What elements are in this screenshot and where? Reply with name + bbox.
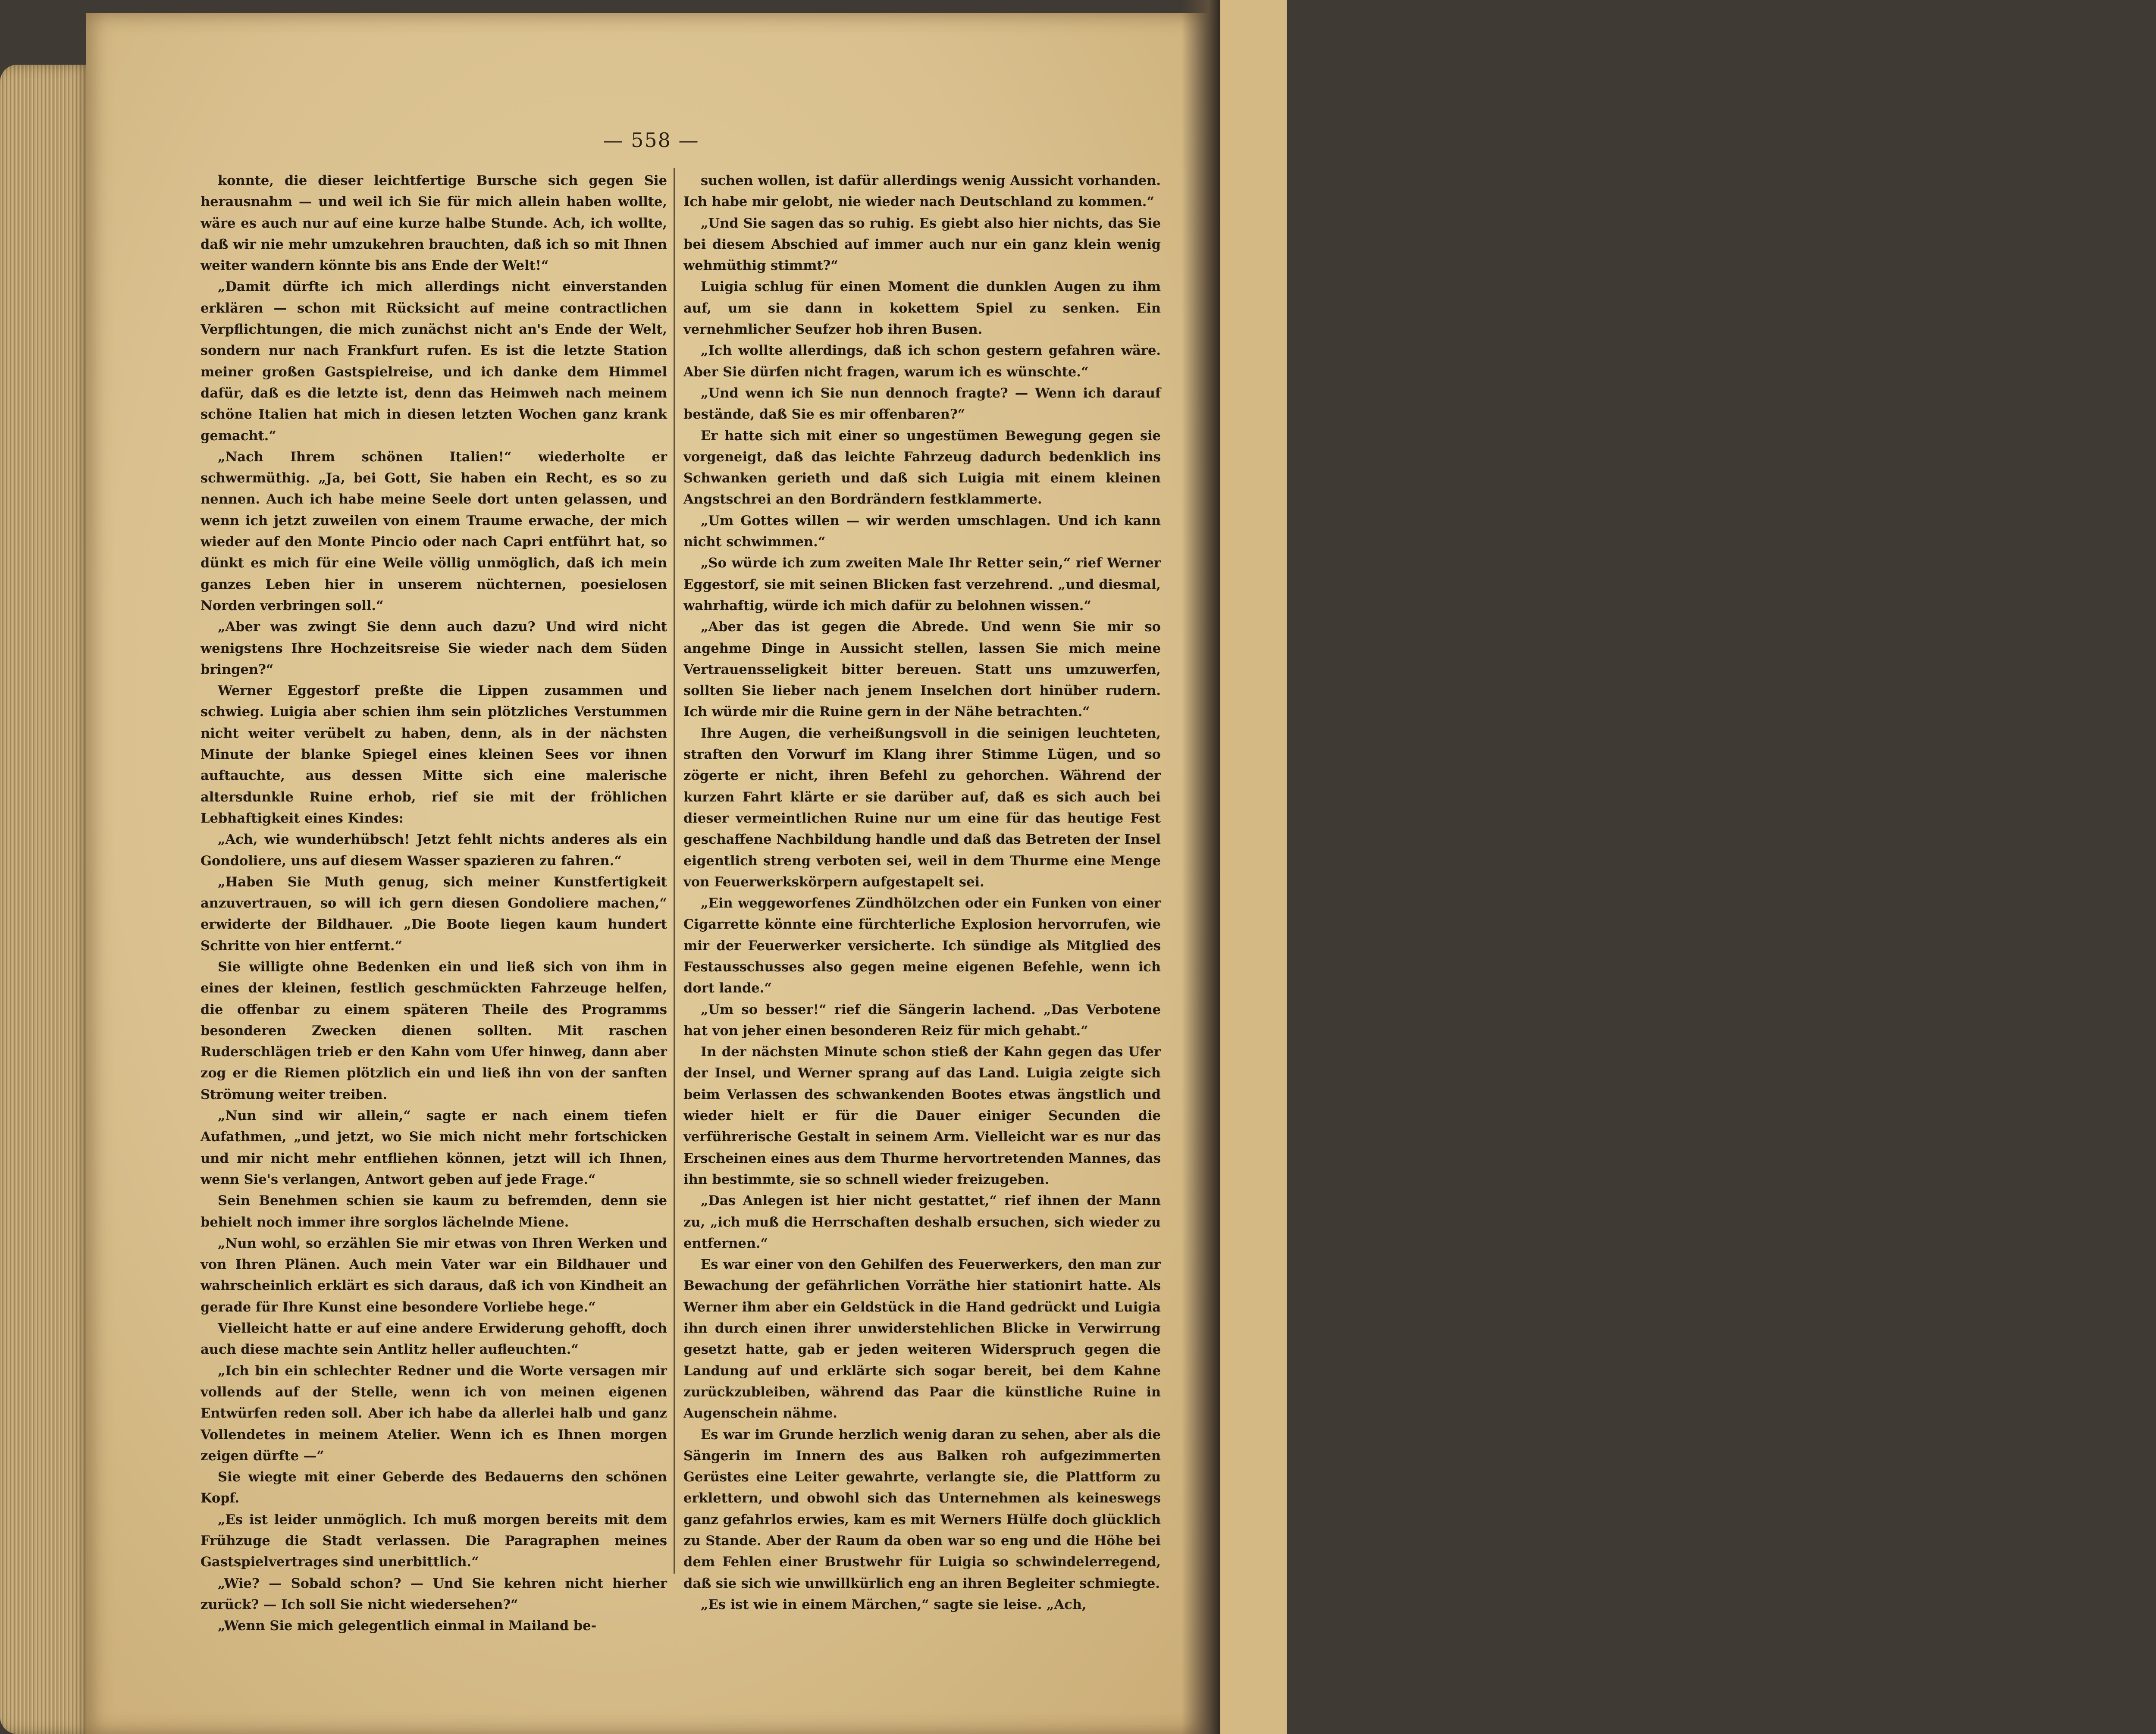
paragraph: Werner Eggestorf preßte die Lippen zusammen und schwieg. Luigia aber schien ihm sein plötzliches Verstummen nicht weiter verübelt zu haben, denn, als in der nächsten Minute der blanke Spiegel eines kleinen Sees vor ihnen auftauchte, aus dessen Mitte sich eine malerische altersdunkle Ruine erhob, rief sie mit der fröhlichen Lebhaftigkeit eines Kindes:	[201, 683, 667, 826]
paragraph: „Es ist leider unmöglich. Ich muß morgen bereits mit dem Frühzuge die Stadt verlassen. Die Paragraphen meines Gastspielvertrages sind unerbittlich.“	[201, 1512, 667, 1570]
page-number: — 558 —	[603, 128, 699, 152]
paragraph: suchen wollen, ist dafür allerdings wenig Aussicht vorhanden. Ich habe mir gelobt, nie wieder nach Deutschland zu kommen.“	[683, 173, 1161, 210]
paragraph: Vielleicht hatte er auf eine andere Erwiderung gehofft, doch auch diese machte sein Antlitz heller aufleuchten.“	[201, 1321, 667, 1358]
column-divider	[674, 168, 675, 1574]
paragraph: „Und wenn ich Sie nun dennoch fragte? — Wenn ich darauf bestände, daß Sie es mir offenbaren?“	[683, 385, 1161, 423]
paragraph: „Haben Sie Muth genug, sich meiner Kunstfertigkeit anzuvertrauen, so will ich gern diesen Gondoliere machen,“ erwiderte der Bildhauer. „Die Boote liegen kaum hundert Schritte von hier entfernt.“	[201, 874, 667, 954]
adjacent-page-edge	[1220, 0, 1287, 1734]
right-text-column	[683, 170, 1161, 1612]
paragraph: Luigia schlug für einen Moment die dunklen Augen zu ihm auf, um sie dann in kokettem Spiel zu senken. Ein vernehmlicher Seufzer hob ihren Busen.	[683, 279, 1161, 338]
paragraph: Es war im Grunde herzlich wenig daran zu sehen, aber als die Sängerin im Innern des aus Balken roh aufgezimmerten Gerüstes eine Leiter gewahrte, verlangte sie, die Plattform zu erklettern, und obwohl sich das Unternehmen als keineswegs ganz gefahrlos erwies, kam es mit Werners Hülfe doch glücklich zu Stande. Aber der Raum da oben war so eng und die Höhe bei dem Fehlen einer Brustwehr für Luigia so schwindelerregend, daß sie sich wie unwillkürlich eng an ihren Begleiter schmiegte.	[683, 1427, 1161, 1591]
paragraph: „Es ist wie in einem Märchen,“ sagte sie leise. „Ach,	[701, 1596, 1087, 1612]
paragraph: „Ach, wie wunderhübsch! Jetzt fehlt nichts anderes als ein Gondoliere, uns auf diesem Wasser spazieren zu fahren.“	[201, 832, 667, 869]
paragraph: „Aber was zwingt Sie denn auch dazu? Und wird nicht wenigstens Ihre Hochzeitsreise Sie wieder nach dem Süden bringen?“	[201, 619, 667, 677]
paragraph: „Nach Ihrem schönen Italien!“ wiederholte er schwermüthig. „Ja, bei Gott, Sie haben ein Recht, es so zu nennen. Auch ich habe meine Seele dort unten gelassen, und wenn ich jetzt zuweilen von einem Traume erwache, der mich wieder auf den Monte Pincio oder nach Capri entführt hat, so dünkt es mich für eine Weile völlig unmöglich, daß ich mein ganzes Leben hier in unserem nüchternen, poesielosen Norden verbringen soll.“	[201, 449, 667, 613]
paragraph: „Nun wohl, so erzählen Sie mir etwas von Ihren Werken und von Ihren Plänen. Auch mein Vater war ein Bildhauer und wahrscheinlich erklärt es sich daraus, daß ich von Kindheit an gerade für Ihre Kunst eine besondere Vorliebe hege.“	[201, 1235, 667, 1315]
paragraph: Ihre Augen, die verheißungsvoll in die seinigen leuchteten, straften den Vorwurf im Klang ihrer Stimme Lügen, und so zögerte er nicht, ihren Befehl zu gehorchen. Während der kurzen Fahrt klärte er sie darüber auf, daß es sich auch bei dieser vermeintlichen Ruine nur um eine für das heutige Fest geschaffene Nachbildung handle und daß das Betreten der Insel eigentlich streng verboten sei, weil in dem Thurme eine Menge von Feuerwerkskörpern aufgestapelt sei.	[683, 725, 1161, 890]
paragraph: „So würde ich zum zweiten Male Ihr Retter sein,“ rief Werner Eggestorf, sie mit seinen Blicken fast verzehrend. „und diesmal, wahrhaftig, würde ich mich dafür zu belohnen wissen.“	[683, 555, 1161, 613]
paragraph: „Damit dürfte ich mich allerdings nicht einverstanden erklären — schon mit Rücksicht auf meine contractlichen Verpflichtungen, die mich zunächst nicht an's Ende der Welt, sondern nur nach Frankfurt rufen. Es ist die letzte Station meiner großen Gastspielreise, und ich danke dem Himmel dafür, daß es die letzte ist, denn das Heimweh nach meinem schöne Italien hat mich in diesen letzten Wochen ganz krank gemacht.“	[201, 279, 667, 444]
paragraph: „Um so besser!“ rief die Sängerin lachend. „Das Verbotene hat von jeher einen besonderen Reiz für mich gehabt.“	[683, 1002, 1161, 1039]
left-text-column	[201, 170, 667, 1634]
paragraph: „Das Anlegen ist hier nicht gestattet,“ rief ihnen der Mann zu, „ich muß die Herrschaften deshalb ersuchen, sich wieder zu entfernen.“	[683, 1193, 1161, 1251]
paragraph: „Und Sie sagen das so ruhig. Es giebt also hier nichts, das Sie bei diesem Abschied auf immer auch nur ein ganz klein wenig wehmüthig stimmt?“	[683, 215, 1161, 274]
paragraph: Sie wiegte mit einer Geberde des Bedauerns den schönen Kopf.	[201, 1469, 667, 1506]
paragraph: Sie willigte ohne Bedenken ein und ließ sich von ihm in eines der kleinen, festlich geschmückten Fahrzeuge helfen, die offenbar zu einem späteren Theile des Programms besonderen Zwecken dienen sollten. Mit raschen Ruderschlägen trieb er den Kahn vom Ufer hinweg, dann aber zog er die Riemen plötzlich ein und ließ ihn von der sanften Strömung weiter treiben.	[201, 959, 667, 1102]
paragraph: Er hatte sich mit einer so ungestümen Bewegung gegen sie vorgeneigt, daß das leichte Fahrzeug dadurch bedenklich ins Schwanken gerieth und daß sich Luigia mit einem kleinen Angstschrei an den Bordrändern festklammerte.	[683, 428, 1161, 507]
paragraph: „Wenn Sie mich gelegentlich einmal in Mailand be-	[218, 1618, 597, 1634]
paragraph: konnte, die dieser leichtfertige Bursche sich gegen Sie herausnahm — und weil ich Sie für mich allein haben wollte, wäre es auch nur auf eine kurze halbe Stunde. Ach, ich wollte, daß wir nie mehr umzukehren brauchten, daß ich so mit Ihnen weiter wandern könnte bis ans Ende der Welt!“	[201, 173, 667, 274]
paragraph: „Ein weggeworfenes Zündhölzchen oder ein Funken von einer Cigarrette könnte eine fürchterliche Explosion hervorrufen, wie mir der Feuerwerker versicherte. Ich sündige als Mitglied des Festausschusses also gegen meine eigenen Befehle, wenn ich dort lande.“	[683, 895, 1161, 996]
paragraph: „Wie? — Sobald schon? — Und Sie kehren nicht hierher zurück? — Ich soll Sie nicht wiedersehen?“	[201, 1575, 667, 1612]
paragraph: „Ich wollte allerdings, daß ich schon gestern gefahren wäre. Aber Sie dürfen nicht fragen, warum ich es wünschte.“	[683, 343, 1161, 380]
paragraph: „Aber das ist gegen die Abrede. Und wenn Sie mir so angehme Dinge in Aussicht stellen, lassen Sie mich meine Vertrauensseligkeit bitter bereuen. Statt uns umzuwerfen, sollten Sie lieber nach jenem Inselchen dort hinüber rudern. Ich würde mir die Ruine gern in der Nähe betrachten.“	[683, 619, 1161, 720]
book-page-edges	[0, 65, 91, 1734]
paragraph: „Um Gottes willen — wir werden umschlagen. Und ich kann nicht schwimmen.“	[683, 513, 1161, 550]
paragraph: In der nächsten Minute schon stieß der Kahn gegen das Ufer der Insel, und Werner sprang auf das Land. Luigia zeigte sich beim Verlassen des schwankenden Bootes etwas ängstlich und wieder hielt er für die Dauer einiger Secunden die verführerische Gestalt in seinem Arm. Vielleicht war es nur das Erscheinen eines aus dem Thurme hervortretenden Mannes, das ihn bestimmte, sie so schnell wieder freizugeben.	[683, 1044, 1161, 1187]
paragraph: Sein Benehmen schien sie kaum zu befremden, denn sie behielt noch immer ihre sorglos lächelnde Miene.	[201, 1193, 667, 1230]
paragraph: Es war einer von den Gehilfen des Feuerwerkers, den man zur Bewachung der gefährlichen Vorräthe hier stationirt hatte. Als Werner ihm aber ein Geldstück in die Hand gedrückt und Luigia ihn durch einen ihrer unwiderstehlichen Blicke in Verwirrung gesetzt hatte, gab er jeden weiteren Widerspruch gegen die Landung auf und erklärte sich sogar bereit, bei dem Kahne zurückzubleiben, während das Paar die künstliche Ruine in Augenschein nähme.	[683, 1257, 1161, 1421]
paragraph: „Ich bin ein schlechter Redner und die Worte versagen mir vollends auf der Stelle, wenn ich von meinen eigenen Entwürfen reden soll. Aber ich habe da allerlei halb und ganz Vollendetes in meinem Atelier. Wenn ich es Ihnen morgen zeigen dürfte —“	[201, 1363, 667, 1464]
paragraph: „Nun sind wir allein,“ sagte er nach einem tiefen Aufathmen, „und jetzt, wo Sie mich nicht mehr fortschicken und mir nicht mehr entfliehen können, jetzt will ich Ihnen, wenn Sie's verlangen, Antwort geben auf jede Frage.“	[201, 1108, 667, 1187]
